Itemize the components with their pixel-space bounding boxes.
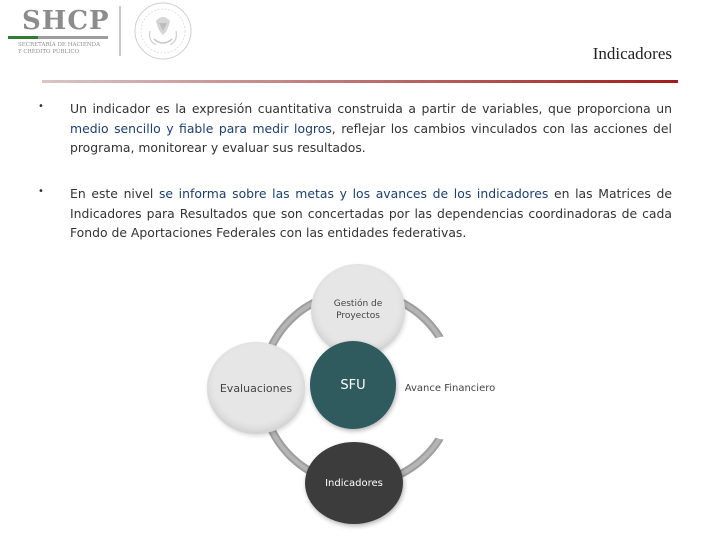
highlighted-phrase: se informa sobre las metas y los avances de los indicadores <box>158 186 549 201</box>
bullet-marker: • <box>38 186 44 197</box>
bullet-text: En este nivel se informa sobre las metas y los avances de los indicadores en las Matrices de Indicadores para Resultados que son concertadas por las dependencias coordinadoras de cada Fondo de Aportaciones Federales con las entidades federativas. <box>70 186 672 240</box>
logo-wordmark: SHCP <box>22 6 110 36</box>
logo-subtitle: SECRETARÍA DE HACIENDA Y CRÉDITO PÚBLICO <box>18 42 101 55</box>
title-divider <box>42 80 678 83</box>
bullet-text: Un indicador es la expresión cuantitativa construida a partir de variables, que proporciona un medio sencillo y fiable para medir logros, reflejar los cambios vinculados con las acciones del programa, monitorear y evaluar sus resultados. <box>70 101 672 155</box>
bullet-item <box>38 99 672 158</box>
node-avance-financiero: Avance Financiero <box>400 336 500 440</box>
sfu-cycle-diagram <box>195 255 525 540</box>
page-title: Indicadores <box>592 44 672 63</box>
logo-divider <box>119 6 121 56</box>
bullet-marker: • <box>38 101 44 112</box>
highlighted-phrase: medio sencillo y fiable para medir logros <box>70 120 332 136</box>
node-sfu-center: SFU <box>310 341 396 429</box>
national-seal-icon <box>132 1 194 61</box>
node-gestion-de-proyectos: Gestión de Proyectos <box>311 264 405 356</box>
logo-stripe <box>8 36 108 39</box>
node-indicadores: Indicadores <box>305 442 403 524</box>
bullet-item <box>38 184 672 243</box>
shcp-logo <box>0 0 200 64</box>
node-evaluaciones: Evaluaciones <box>207 342 305 434</box>
